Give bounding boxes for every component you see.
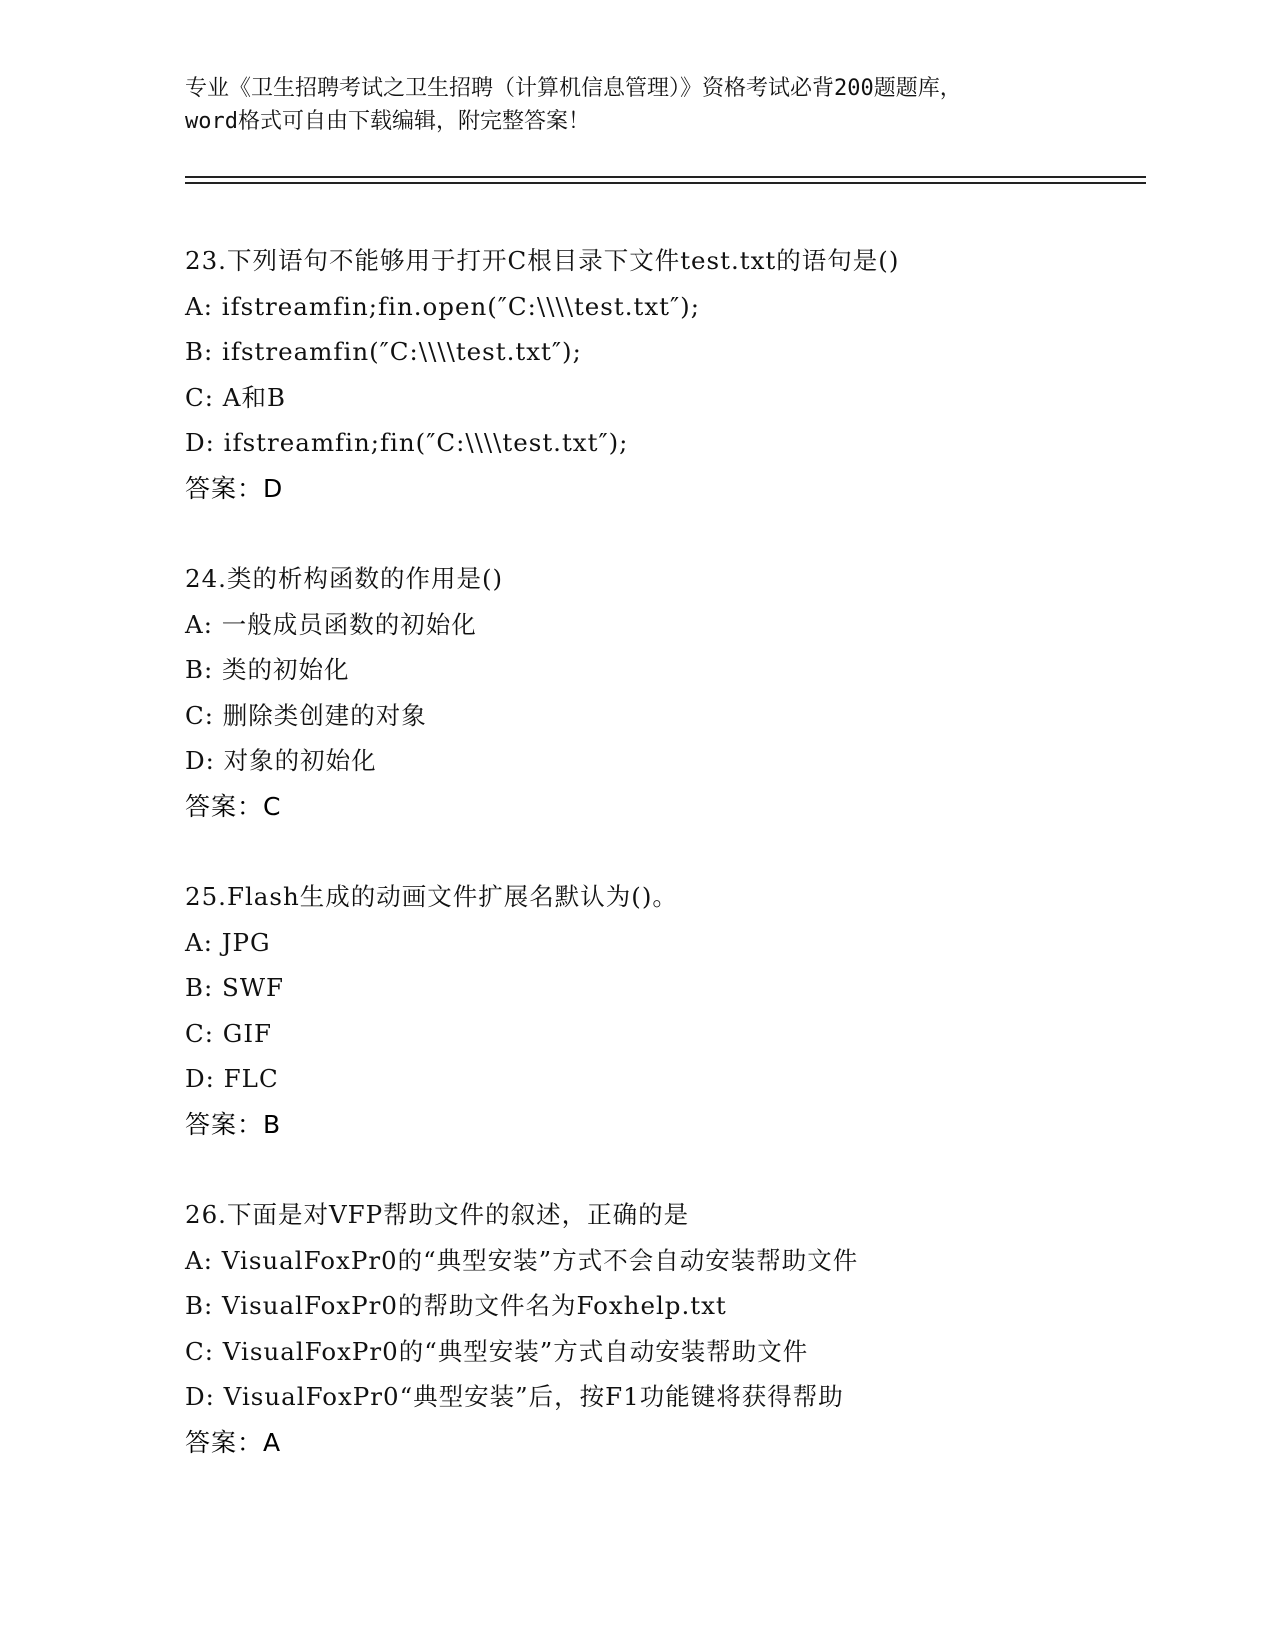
document-header [185,72,1085,138]
option-c: C: 删除类创建的对象 [185,700,427,730]
question-stem: 23.下列语句不能够用于打开C根目录下文件test.txt的语句是() [185,246,900,275]
option-b: B: ifstreamfin(″C:\\\\test.txt″); [185,337,582,366]
header-title-line-2: word格式可自由下载编辑，附完整答案！ [185,109,590,134]
question-stem: 25.Flash生成的动画文件扩展名默认为()。 [185,882,678,911]
option-a: A: JPG [185,927,271,957]
option-d: D: VisualFoxPr0“典型安装”后，按F1功能键将获得帮助 [185,1382,844,1411]
option-b: B: VisualFoxPr0的帮助文件名为Foxhelp.txt [185,1291,727,1320]
header-divider-bottom [185,182,1146,184]
option-a: A: ifstreamfin;fin.open(″C:\\\\test.txt″); [185,291,700,321]
option-d: D: FLC [185,1064,279,1093]
option-a: A: 一般成员函数的初始化 [185,609,477,639]
option-d: D: 对象的初始化 [185,746,377,775]
header-divider-top [185,176,1146,178]
header-title-line-1: 专业《卫生招聘考试之卫生招聘（计算机信息管理）》资格考试必背200题题库， [185,76,962,101]
option-a: A: VisualFoxPr0的“典型安装”方式不会自动安装帮助文件 [185,1245,859,1275]
option-d: D: ifstreamfin;fin(″C:\\\\test.txt″); [185,428,629,457]
question-26 [185,1192,1185,1510]
question-list [185,238,1185,1510]
option-c: C: GIF [185,1018,273,1048]
question-24 [185,556,1185,874]
option-b: B: 类的初始化 [185,655,350,684]
question-25 [185,874,1185,1192]
answer-label: 答案：C [185,791,282,821]
option-c: C: A和B [185,382,286,412]
question-stem: 26.下面是对VFP帮助文件的叙述，正确的是 [185,1200,690,1229]
question-23 [185,238,1185,556]
option-c: C: VisualFoxPr0的“典型安装”方式自动安装帮助文件 [185,1336,809,1366]
option-b: B: SWF [185,973,285,1002]
answer-label: 答案：D [185,473,284,503]
question-stem: 24.类的析构函数的作用是() [185,564,504,593]
answer-label: 答案：B [185,1109,282,1139]
answer-label: 答案：A [185,1427,282,1457]
